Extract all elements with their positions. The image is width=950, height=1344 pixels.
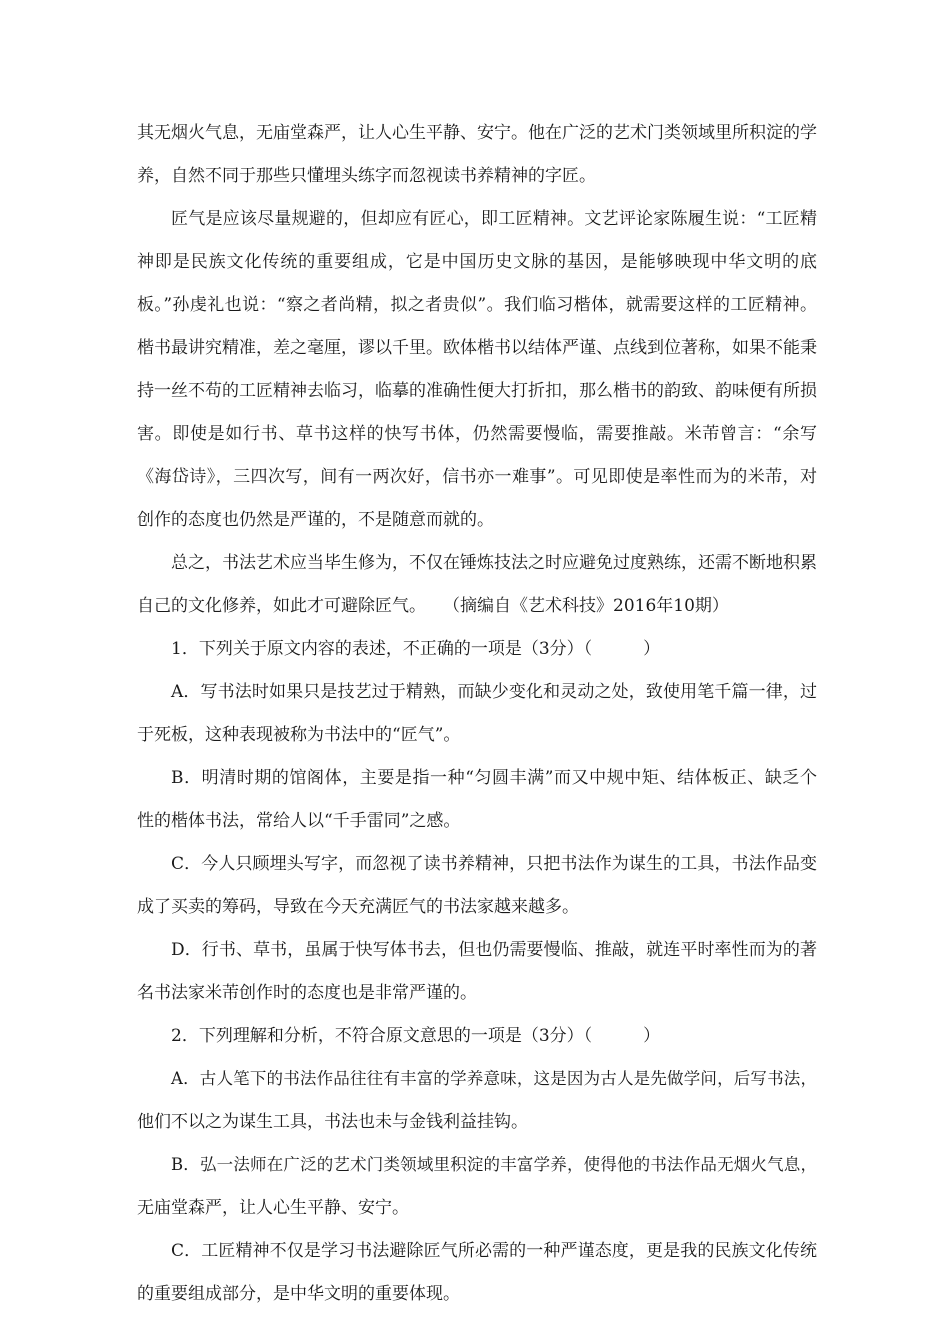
question-1-option-c: C．今人只顾埋头写字，而忽视了读书养精神，只把书法作为谋生的工具，书法作品变 [171,854,817,874]
question-1-option-d: D．行书、草书，虽属于快写体书去，但也仍需要慢临、推敲，就连平时率性而为的著 [171,940,817,960]
text-line: 自己的文化修养，如此才可避除匠气。 （摘编自《艺术科技》2016年10期） [137,596,729,616]
text-line: 的重要组成部分，是中华文明的重要体现。 [137,1284,460,1304]
text-line: 其无烟火气息，无庙堂森严，让人心生平静、安宁。他在广泛的艺术门类领域里所积淀的学 [137,123,817,143]
text-line: 害。即使是如行书、草书这样的快写书体，仍然需要慢临，需要推敲。米芾曾言：“余写 [137,424,817,444]
question-1-option-a: A．写书法时如果只是技艺过于精熟，而缺少变化和灵动之处，致使用笔千篇一律，过 [171,682,817,702]
question-2-option-b: B．弘一法师在广泛的艺术门类领域里积淀的丰富学养，使得他的书法作品无烟火气息， [171,1155,817,1174]
text-line: 楷书最讲究精准，差之毫厘，谬以千里。欧体楷书以结体严谨、点线到位著称，如果不能秉 [137,338,817,358]
text-line: 性的楷体书法，常给人以“千手雷同”之感。 [137,811,461,831]
text-line: 神即是民族文化传统的重要组成，它是中国历史文脉的基因，是能够映现中华文明的底 [137,252,817,272]
text-line: 养，自然不同于那些只懂埋头练字而忽视读书养精神的字匠。 [137,166,596,186]
text-line: 《海岱诗》，三四次写，间有一两次好，信书亦一难事”。可见即使是率性而为的米芾，对 [137,467,817,487]
text-line: 总之，书法艺术应当毕生修为，不仅在锤炼技法之时应避免过度熟练，还需不断地积累 [171,553,817,573]
text-line: 成了买卖的筹码，导致在今天充满匠气的书法家越来越多。 [137,897,579,917]
text-line: 他们不以之为谋生工具，书法也未与金钱利益挂钩。 [137,1112,528,1132]
text-line: 创作的态度也仍然是严谨的，不是随意而就的。 [137,510,494,530]
text-line: 无庙堂森严，让人心生平静、安宁。 [137,1198,409,1218]
text-line: 名书法家米芾创作时的态度也是非常严谨的。 [137,983,477,1003]
question-1-option-b: B．明清时期的馆阁体，主要是指一种“匀圆丰满”而又中规中矩、结体板正、缺乏个 [171,768,817,788]
text-line: 板。”孙虔礼也说：“察之者尚精，拟之者贵似”。我们临习楷体，就需要这样的工匠精神。 [137,295,817,315]
question-1-stem: 1．下列关于原文内容的表述，不正确的一项是（3分）（ ） [171,639,661,659]
text-line: 持一丝不苟的工匠精神去临习，临摹的准确性便大打折扣，那么楷书的韵致、韵味便有所损 [137,381,817,401]
question-2-option-c: C．工匠精神不仅是学习书法避除匠气所必需的一种严谨态度，更是我的民族文化传统 [171,1241,817,1261]
question-2-stem: 2．下列理解和分析，不符合原文意思的一项是（3分）（ ） [171,1026,661,1046]
text-line: 匠气是应该尽量规避的，但却应有匠心，即工匠精神。文艺评论家陈履生说：“工匠精 [171,209,817,229]
question-2-option-a: A．古人笔下的书法作品往往有丰富的学养意味，这是因为古人是先做学问，后写书法， [171,1069,817,1088]
text-line: 于死板，这种表现被称为书法中的“匠气”。 [137,725,461,745]
